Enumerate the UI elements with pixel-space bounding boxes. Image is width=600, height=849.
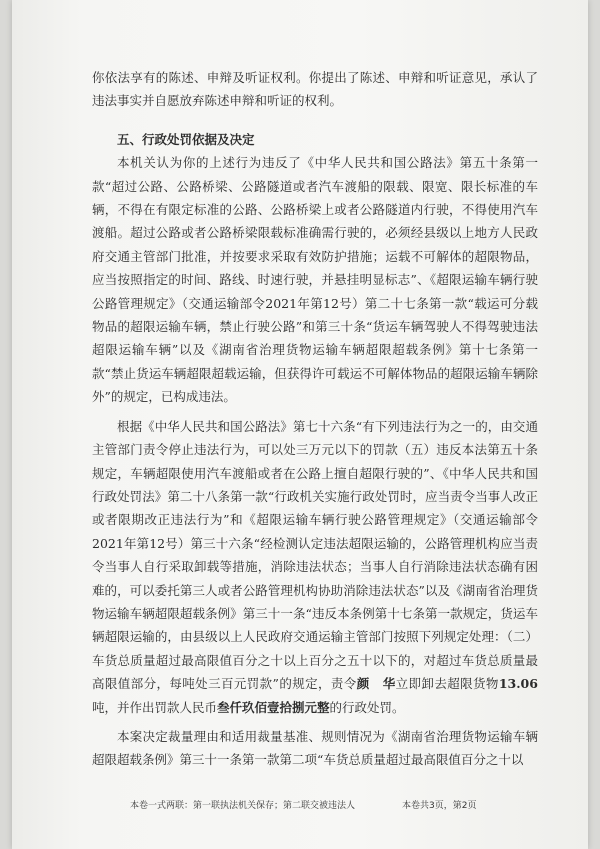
- paragraph-violation: 本机关认为你的上述行为违反了《中华人民共和国公路法》第五十条第一款“超过公路、公路桥梁、公路隧道或者汽车渡船的限载、限宽、限长标准的车辆，不得在有限定标准的公路、公路桥梁上或者公路隧道内行驶，不得使用汽车渡船。超过公路或者公路桥梁限载标准确需行驶的，必须经县级以上地方人民政府交通主管部门批准，并按要求采取有效防护措施；运载不可解体的超限物品，应当按照指定的时间、路线、时速行驶，并悬挂明显标志”、《超限运输车辆行驶公路管理规定》（交通运输部令2021年第12号）第二十七条第一款“载运可分载物品的超限运输车辆，禁止行驶公路”和第三十条“货运车辆驾驶人不得驾驶违法超限运输车辆”以及《湖南省治理货物运输车辆超限超载条例》第十七条第一款“禁止货运车辆超限超载运输，但获得许可载运不可解体物品的超限运输车辆除外”的规定，已构成违法。: [92, 155, 538, 405]
- decision-text-c: 吨，并作出罚款人民币: [92, 699, 218, 715]
- document-body: [92, 66, 538, 772]
- footer-copies-note: 本卷一式两联：第一联执法机关保存；第二联交被违法人: [130, 801, 356, 811]
- decision-text-a: 根据《中华人民共和国公路法》第七十六条“有下列违法行为之一的，由交通主管部门责令停止违法行为，可以处三万元以下的罚款（五）违反本法第五十条规定，车辆超限使用汽车渡船或者在公路上擅自超限行驶的”、《中华人民共和国行政处罚法》第二十八条第一款“行政机关实施行政处罚时，应当责令当事人改正或者限期改正违法行为”和《超限运输车辆行驶公路管理规定》（交通运输部令2021年第12号）第三十六条“经检测认定违法超限运输的，公路管理机构应当责令当事人自行采取卸载等措施，消除违法状态；当事人自行消除违法状态确有困难的，可以委托第三人或者公路管理机构协助消除违法状态”以及《湖南省治理货物运输车辆超限超载条例》第三十一条“违反本条例第十七条第一款规定，货运车辆超限运输的，由县级以上人民政府交通运输主管部门按照下列规定处理：（二）车货总质量超过最高限值百分之十以上百分之五十以下的，对超过车货总质量最高限值部分，每吨处三百元罚款”的规定，责令: [92, 418, 538, 692]
- paragraph-decision: [92, 415, 538, 719]
- section-heading: 五、行政处罚依据及决定: [117, 131, 255, 147]
- footer-page-number: 本卷共3页，第2页: [402, 801, 477, 811]
- overload-tons: 13.06: [498, 676, 538, 692]
- paragraph-rights: 你依法享有的陈述、申辩及听证权利。你提出了陈述、申辩和听证意见，承认了违法事实并自愿放弃陈述申辩和听证的权利。: [92, 70, 538, 109]
- paragraph-discretion: 本案决定裁量理由和适用裁量基准、规则情况为《湖南省治理货物运输车辆超限超载条例》第三十一条第一款第二项“车货总质量超过最高限值百分之十以: [92, 728, 538, 768]
- party-name-2: 华: [382, 676, 396, 692]
- decision-text-b: 立即卸去超限货物: [395, 676, 499, 692]
- decision-text-d: 的行政处罚。: [329, 699, 405, 715]
- party-name: 颜: [356, 676, 370, 692]
- fine-amount: 叁仟玖佰壹拾捌元整: [217, 699, 330, 715]
- document-page: [12, 0, 588, 849]
